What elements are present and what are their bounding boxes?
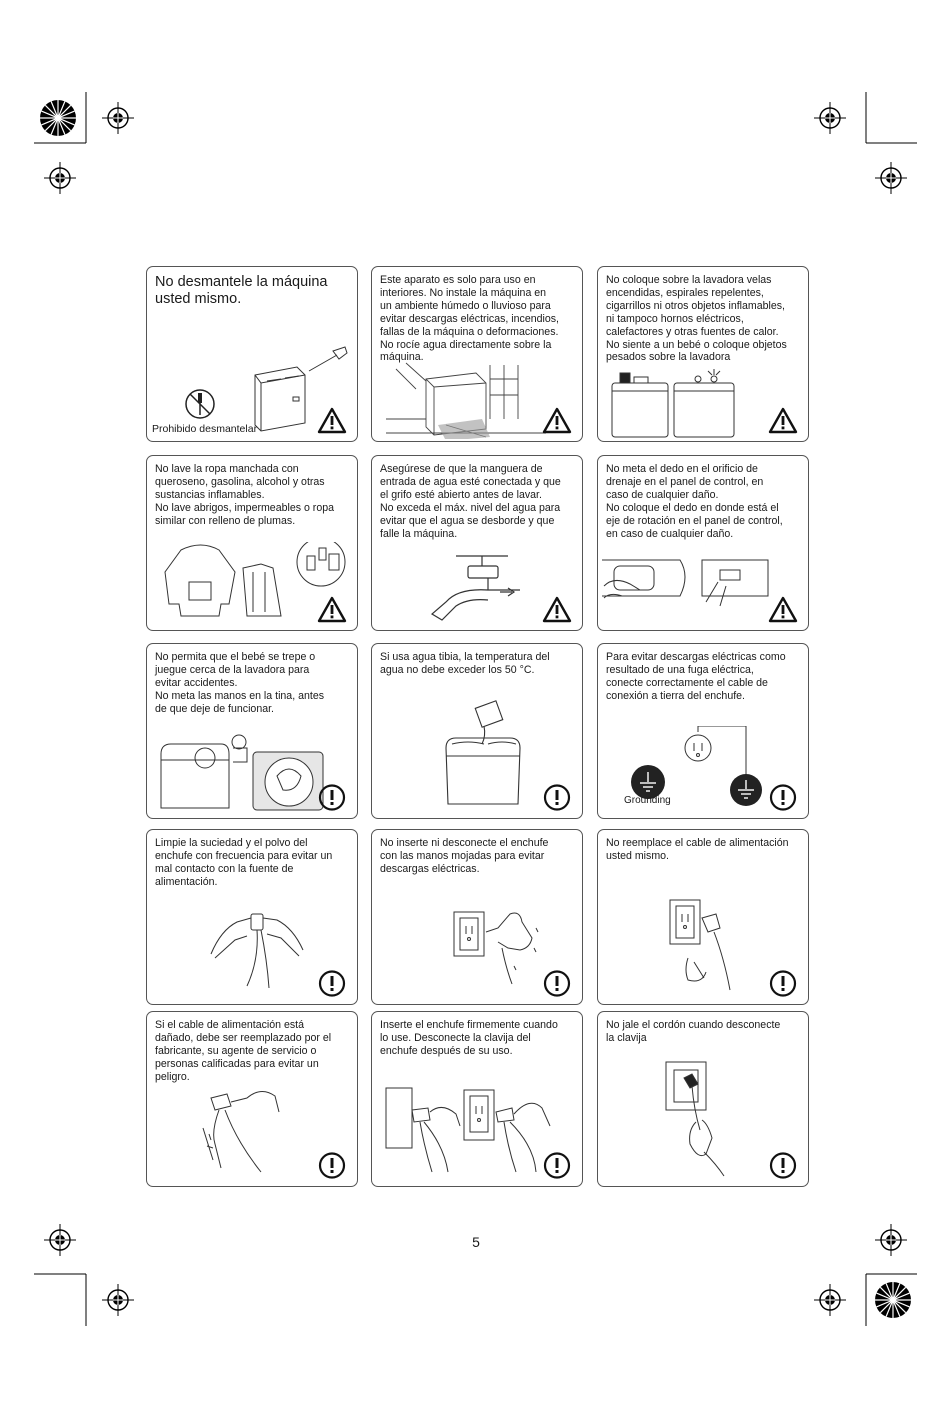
caution-icon [542, 784, 572, 811]
caution-icon [768, 784, 798, 811]
registration-burst-bottom-right [875, 1282, 911, 1318]
registration-cross [814, 102, 846, 134]
caution-icon [317, 970, 347, 997]
grounding-outlet-illustration [618, 726, 768, 806]
warning-icon [542, 596, 572, 623]
registration-cross [44, 1224, 76, 1256]
card-text: Este aparato es solo para uso en interiores. No instale la máquina en un ambiente húmedo o lluvioso para evitar descargas eléctricas, incendios, fallas de la máquina o deformaciones. No rocíe agua directamente sobre la máquina. [380, 274, 560, 364]
safety-card-damaged-cable [146, 1011, 358, 1187]
registration-cross [875, 1224, 907, 1256]
safety-card-hose-connected [371, 455, 583, 631]
safety-card-insert-plug [371, 1011, 583, 1187]
damaged-cable-hand-illustration [191, 1082, 291, 1176]
card-text: No inserte ni desconecte el enchufe con las manos mojadas para evitar descargas eléctricas. [380, 837, 549, 875]
wet-hand-outlet-illustration [450, 908, 550, 988]
warning-icon [768, 596, 798, 623]
faucet-illustration [428, 548, 538, 624]
registration-cross [102, 102, 134, 134]
caution-icon [317, 1152, 347, 1179]
registration-burst-top-left [40, 100, 76, 136]
safety-card-indoor-use [371, 266, 583, 442]
pulling-cord-illustration [664, 1060, 754, 1178]
finger-in-drain-illustration [600, 556, 770, 622]
caution-icon [542, 970, 572, 997]
baby-near-machine-illustration [157, 732, 327, 812]
card-text: No meta el dedo en el orificio de drenaje en el panel de control, en caso de cualquier daño. No coloque el dedo en donde está el eje de rotación en el panel de control, en caso de cualquier daño. [606, 463, 783, 540]
card-text: Para evitar descargas eléctricas como resultado de una fuga eléctrica, conecte correctamente el cable de conexión a tierra del enchufe. [606, 651, 786, 702]
registration-cross [102, 1284, 134, 1316]
card-text: No permita que el bebé se trepe o juegue cerca de la lavadora para evitar accidentes. No meta las manos en la tina, antes de que deje de funcionar. [155, 651, 325, 715]
hands-cleaning-plug-illustration [207, 910, 307, 990]
registration-cross [875, 162, 907, 194]
card-text: No lave la ropa manchada con queroseno, gasolina, alcohol y otras sustancias inflamables. No lave abrigos, impermeables o ropa similar con relleno de plumas. [155, 463, 335, 527]
card-text: No desmantele la máquina usted mismo. [155, 274, 328, 307]
machine-hot-water-illustration [438, 700, 528, 812]
card-text: No jale el cordón cuando desconecte la clavija [606, 1019, 781, 1044]
page-number: 5 [472, 1234, 480, 1250]
warning-icon [542, 407, 572, 434]
caution-icon [317, 784, 347, 811]
warning-icon [317, 596, 347, 623]
card-text: No reemplace el cable de alimentación usted mismo. [606, 837, 789, 862]
card-text: No coloque sobre la lavadora velas encendidas, espirales repelentes, cigarrillos ni otros objetos inflamables, ni tampoco hornos eléctricos, calefactores y otras fuentes de calor. No siente a un bebé o coloque objetos pesados sobre la lavadora [606, 274, 787, 364]
safety-card-grounding [597, 643, 809, 819]
card-caption: Grounding [624, 795, 671, 806]
warning-icon [317, 407, 347, 434]
caution-icon [768, 1152, 798, 1179]
card-caption: Prohibido desmantelar [152, 423, 258, 435]
outlet-cable-cutter-illustration [668, 898, 748, 994]
registration-cross [44, 162, 76, 194]
outdoor-machine-rain-illustration [386, 359, 546, 439]
safety-card-no-stained-clothes [146, 455, 358, 631]
card-text: Inserte el enchufe firmemente cuando lo use. Desconecte la clavija del enchufe después de su uso. [380, 1019, 558, 1057]
safety-card-no-dismantle [146, 266, 358, 442]
safety-card-wet-hands [371, 829, 583, 1005]
safety-card-warm-water [371, 643, 583, 819]
card-text: Si usa agua tibia, la temperatura del agua no debe exceder los 50 °C. [380, 651, 550, 676]
card-text: Si el cable de alimentación está dañado, debe ser reemplazado por el fabricante, su agente de servicio o personas calificadas para evitar un peligro. [155, 1019, 332, 1083]
safety-card-no-flammables [597, 266, 809, 442]
caution-icon [542, 1152, 572, 1179]
card-text: Asegúrese de que la manguera de entrada de agua esté conectada y que el grifo esté abierto antes de lavar. No exceda el máx. nivel del agua para evitar que el agua se desborde y que falle la máquina. [380, 463, 561, 540]
safety-card-clean-plug [146, 829, 358, 1005]
safety-card-no-finger-drain [597, 455, 809, 631]
card-text: Limpie la suciedad y el polvo del enchufe con frecuencia para evitar un mal contacto con la fuente de alimentación. [155, 837, 333, 888]
plug-insertion-illustration [384, 1086, 564, 1176]
safety-card-no-baby-climb [146, 643, 358, 819]
registration-cross [814, 1284, 846, 1316]
safety-card-no-pull-cord [597, 1011, 809, 1187]
machines-with-objects-illustration [608, 367, 748, 439]
warning-icon [768, 407, 798, 434]
no-screwdriver-icon [183, 387, 217, 421]
safety-card-no-replace-cable [597, 829, 809, 1005]
caution-icon [768, 970, 798, 997]
